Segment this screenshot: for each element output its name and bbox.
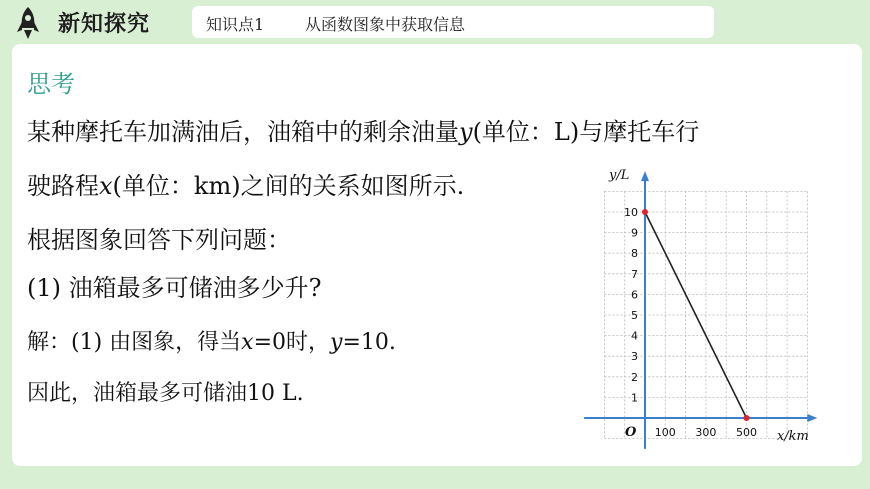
problem-text: 驶路程 (27, 172, 99, 200)
y-tick-label: 6 (631, 288, 638, 302)
problem-line-1 (27, 112, 699, 147)
x-tick-label: 100 (654, 426, 676, 439)
x-axis-arrow (807, 414, 817, 422)
y-tick-label: 2 (631, 370, 638, 384)
origin-label: O (625, 425, 637, 440)
var-y: y (459, 118, 473, 146)
think-label: 思考 (27, 70, 75, 98)
var-y: y (330, 330, 343, 355)
x-tick-label: 500 (736, 426, 757, 439)
data-point (744, 415, 750, 421)
y-tick-label: 1 (631, 391, 638, 405)
y-tick-label: 3 (631, 350, 638, 364)
y-tick-label: 8 (631, 247, 638, 261)
footer-bar (0, 470, 870, 489)
problem-line-2 (27, 166, 464, 201)
y-axis-label: y/L (609, 168, 630, 184)
fuel-graph (567, 164, 817, 464)
question-1: (1) 油箱最多可储油多少升? (27, 274, 322, 302)
section-title: 新知探究 (58, 11, 151, 37)
y-tick-label: 7 (631, 267, 638, 281)
var-x: x (241, 330, 254, 355)
y-axis-arrow (641, 171, 649, 181)
y-tick-label: 9 (631, 226, 638, 240)
x-tick-label: 300 (695, 426, 717, 439)
answer-text: 解：(1) 由图象，得当 (27, 330, 242, 355)
var-x: x (99, 172, 113, 200)
answer-text: =0时， (253, 330, 331, 355)
header (0, 0, 870, 46)
y-tick-label: 4 (631, 329, 638, 343)
topic-bar (192, 6, 714, 38)
data-point (642, 209, 648, 215)
problem-text: (单位：L)与摩托车行 (472, 118, 700, 146)
answer-text: =10. (342, 330, 396, 355)
topic-title: 从函数图象中获取信息 (305, 15, 466, 34)
answer-1 (27, 325, 396, 356)
answer-2: 因此，油箱最多可储油10 L. (27, 381, 304, 406)
problem-text: 某种摩托车加满油后，油箱中的剩余油量 (27, 118, 459, 146)
y-tick-label: 5 (631, 309, 638, 322)
topic-label: 知识点1 (206, 15, 265, 34)
problem-text: (单位：km)之间的关系如图所示. (112, 172, 465, 200)
data-line (645, 212, 747, 418)
y-tick-label: 10 (624, 206, 638, 219)
x-axis-label: x/km (776, 429, 809, 444)
question-intro: 根据图象回答下列问题： (27, 226, 291, 254)
content-card (12, 44, 862, 466)
rocket-icon (14, 6, 42, 40)
